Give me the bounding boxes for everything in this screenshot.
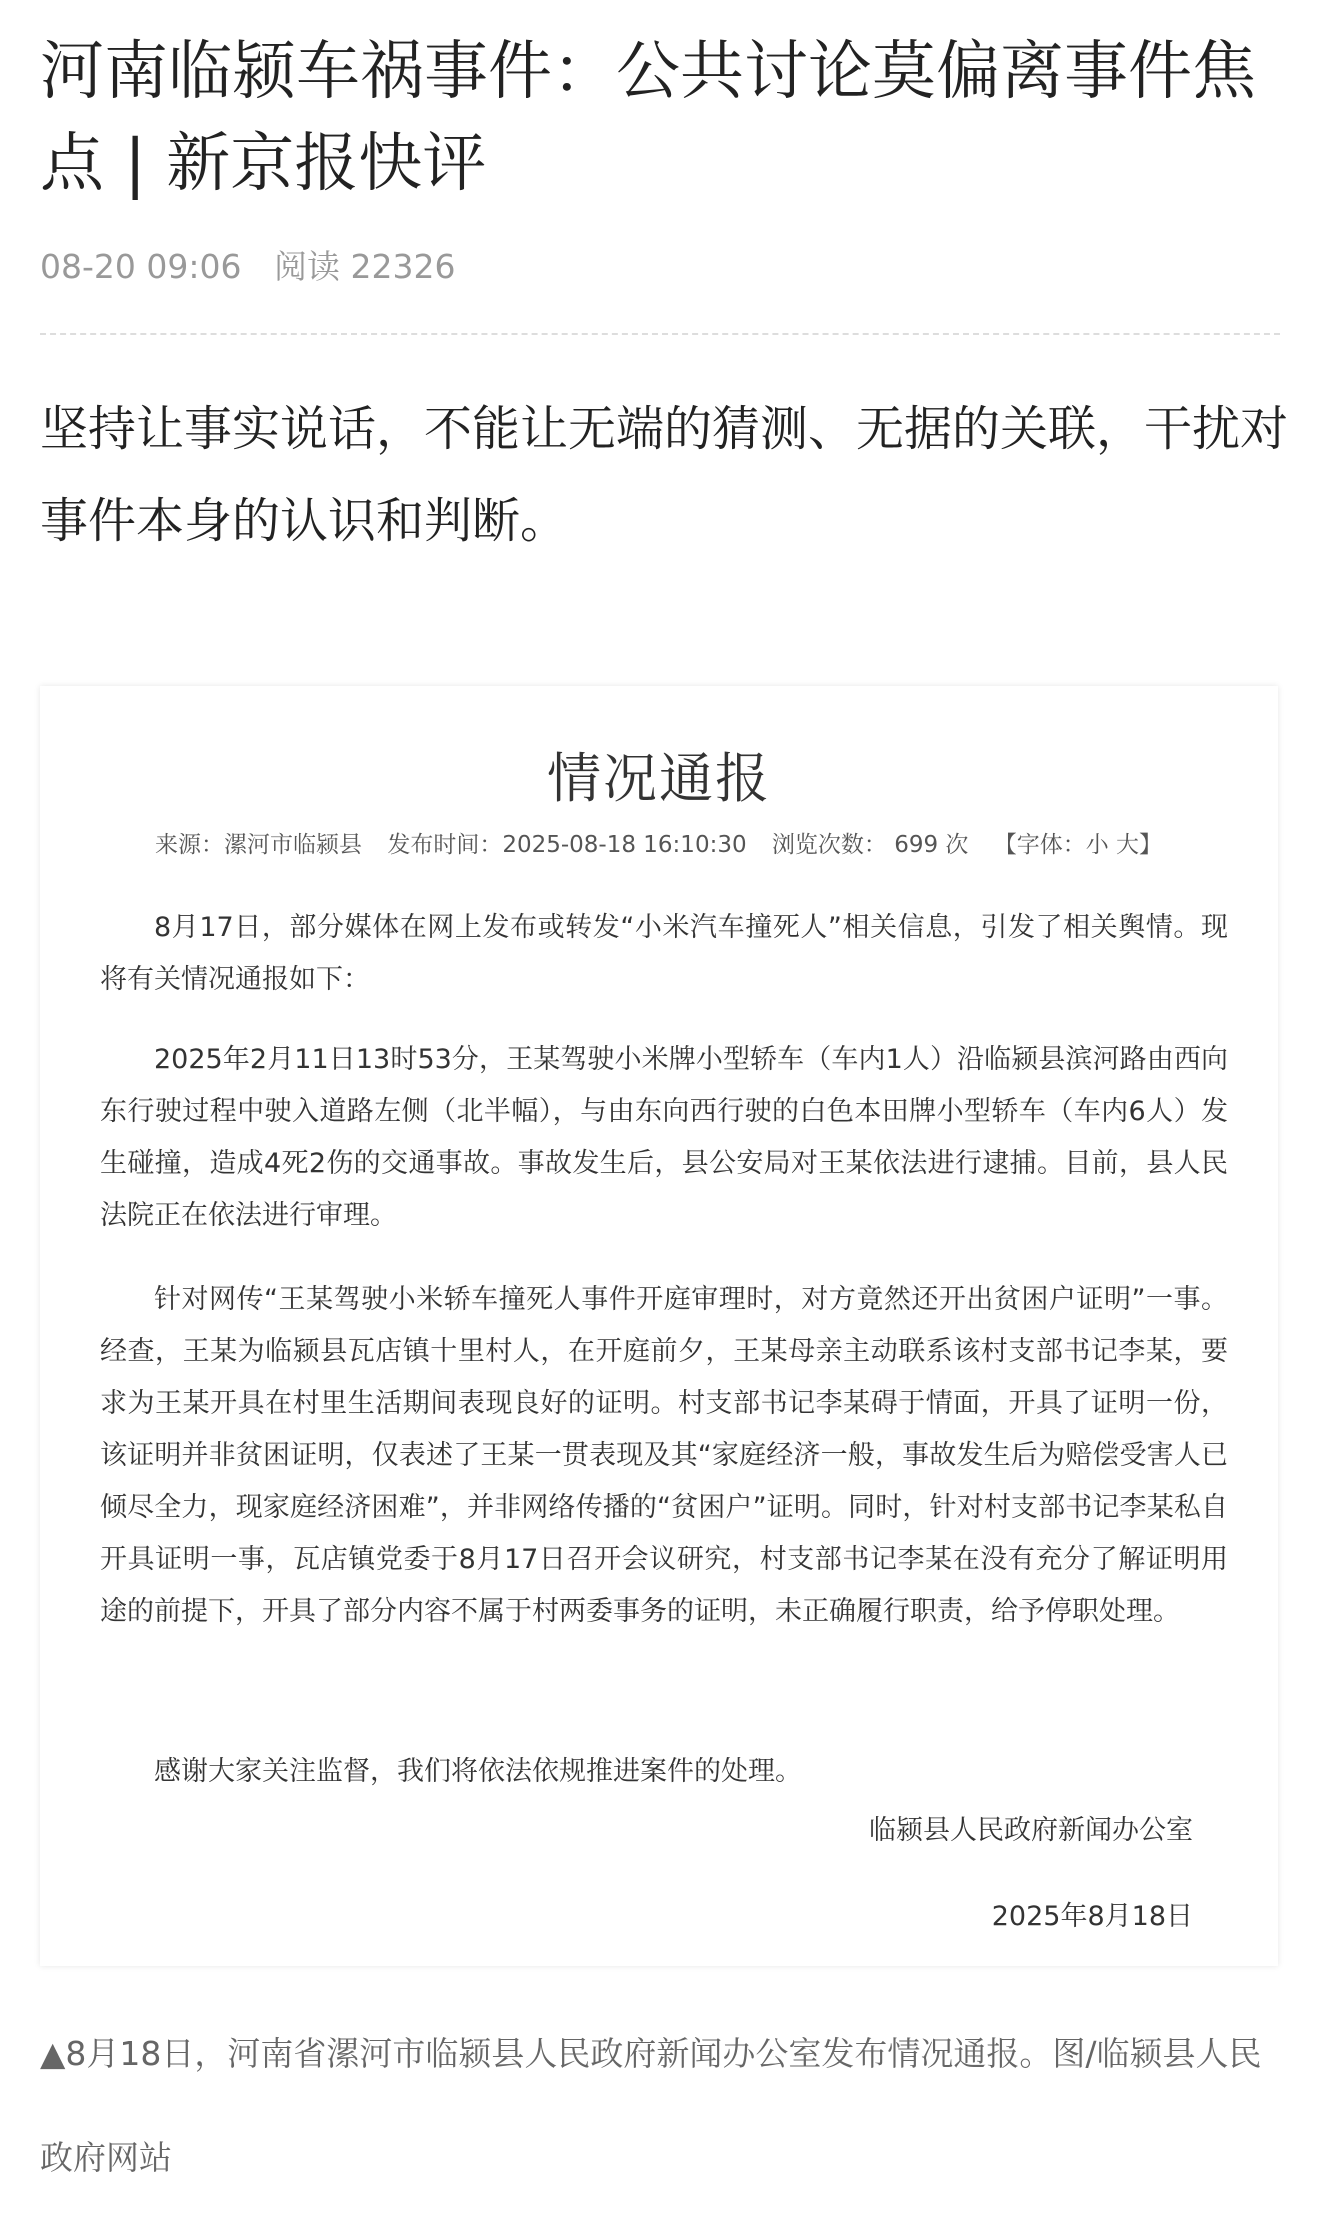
publish-time: 08-20 09:06 [40,247,242,286]
image-caption: ▲8月18日，河南省漯河市临颍县人民政府新闻办公室发布情况通报。图/临颍县人民政府网站 [40,2034,1262,2177]
read-count: 阅读 22326 [273,247,456,286]
notice-date: 2025年8月18日 [991,1901,1193,1932]
notice-paragraph: 针对网传“王某驾驶小米轿车撞死人事件开庭审理时，对方竟然还开出贫困户证明”一事。经查，王某为临颍县瓦店镇十里村人，在开庭前夕，王某母亲主动联系该村支部书记李某，要求为王某开具在村里生活期间表现良好的证明。村支部书记李某碍于情面，开具了证明一份，该证明并非贫困证明，仅表述了王某一贯表现及其“家庭经济一般，事故发生后为赔偿受害人已倾尽全力，现家庭经济困难”，并非网络传播的“贫困户”证明。同时，针对村支部书记李某私自开具证明一事，瓦店镇党委于8月17日召开会议研究，村支部书记李某在没有充分了解证明用途的前提下，开具了部分内容不属于村两委事务的证明，未正确履行职责，给予停职处理。 [100,1284,1228,1627]
notice-paragraph: 2025年2月11日13时53分，王某驾驶小米牌小型轿车（车内1人）沿临颍县滨河路由西向东行驶过程中驶入道路左侧（北半幅），与由东向西行驶的白色本田牌小型轿车（车内6人）发生碰撞，造成4死2伤的交通事故。事故发生后，县公安局对王某依法进行逮捕。目前，县人民法院正在依法进行审理。 [100,1044,1228,1231]
notice-signature: 临颍县人民政府新闻办公室 [869,1815,1193,1846]
notice-source: 来源：漯河市临颍县 [155,832,362,858]
notice-title: 情况通报 [547,747,771,810]
notice-paragraph: 感谢大家关注监督，我们将依法依规推进案件的处理。 [154,1756,802,1787]
article-title: 河南临颍车祸事件：公共讨论莫偏离事件焦点 | 新京报快评 [40,35,1256,201]
font-size-switch[interactable]: 【字体：小 大】 [993,832,1163,858]
dashed-divider [40,333,1280,335]
notice-paragraph: 8月17日，部分媒体在网上发布或转发“小米汽车撞死人”相关信息，引发了相关舆情。现将有关情况通报如下： [100,912,1228,995]
notice-views: 浏览次数： 699 次 [771,832,969,858]
notice-image[interactable] [40,686,1278,1966]
notice-publish-time: 发布时间：2025-08-18 16:10:30 [387,832,747,858]
article-meta [40,242,477,292]
article-lead: 坚持让事实说话，不能让无端的猜测、无据的关联，干扰对事件本身的认识和判断。 [40,401,1289,549]
notice-meta [155,826,1180,859]
